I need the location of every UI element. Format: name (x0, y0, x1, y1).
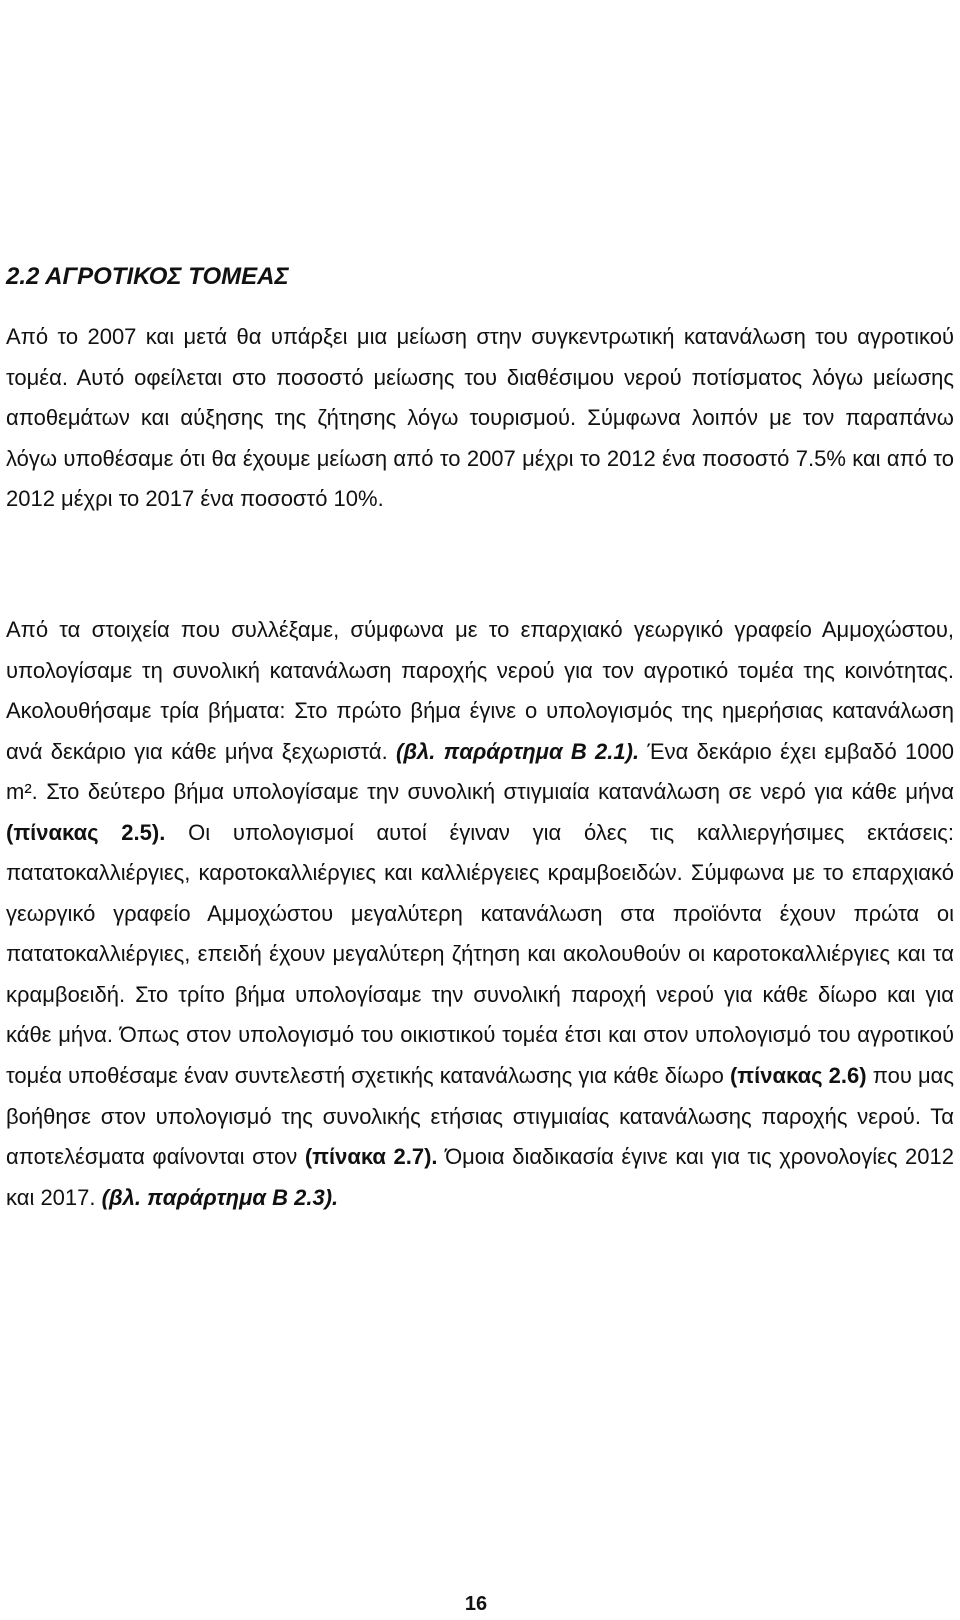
appendix-reference: (βλ. παράρτημα Β 2.1). (396, 738, 640, 764)
paragraph-text-segment: που μας βοήθησε στον υπολογισμό της συνολικής ετήσιας στιγμιαίας κατανάλωσης παροχής νερού. Τα αποτελέσματα φαίνονται στον (6, 1063, 954, 1170)
paragraph-text-segment: Ένα δεκάριο έχει εμβαδό 1000 m². Στο δεύτερο βήμα υπολογίσαμε την συνολική στιγμιαία κατανάλωση σε νερό για κάθε μήνα (6, 738, 954, 805)
paragraph-water-reduction: Από το 2007 και μετά θα υπάρξει μια μείωση στην συγκεντρωτική κατανάλωση του αγροτικού τομέα. Αυτό οφείλεται στο ποσοστό μείωσης του διαθέσιμου νερού ποτίσματος λόγω μείωσης αποθεμάτων και αύξησης της ζήτησης λόγω τουρισμού. Σύμφωνα λοιπόν με τον παραπάνω λόγω υποθέσαμε ότι θα έχουμε μείωση από το 2007 μέχρι το 2012 ένα ποσοστό 7.5% και από το 2012 μέχρι το 2017 ένα ποσοστό 10%. (6, 324, 954, 512)
paragraph-agricultural-consumption (6, 610, 954, 1218)
page-number: 16 (464, 1593, 488, 1615)
paragraph-text-segment: Από τα στοιχεία που συλλέξαμε, σύμφωνα με το επαρχιακό γεωργικό γραφείο Αμμοχώστου, υπολογίσαμε τη συνολική κατανάλωση παροχής νερού για τον αγροτικό τομέα της κοινότητας. Ακολουθήσαμε τρία βήματα: Στο πρώτο βήμα έγινε ο υπολογισμός της ημερήσιας κατανάλωση ανά δεκάριο για κάθε μήνα ξεχωριστά. (6, 617, 954, 764)
table-reference: (πίνακας 2.6) (729, 1063, 867, 1089)
paragraph-text-segment: Οι υπολογισμοί αυτοί έγιναν για όλες τις καλλιεργήσιμες εκτάσεις: πατατοκαλλιέργιες, καροτοκαλλιέργιες και καλλιέργειες κραμβοειδών. Σύμφωνα με το επαρχιακό γεωργικό γραφείο Αμμοχώστου μεγαλύτερη κατανάλωση στα προϊόντα έχουν πρώτα οι πατατοκαλλιέργιες, επειδή έχουν μεγαλύτερη ζήτηση και ακολουθούν οι καροτοκαλλιέργιες και τα κραμβοειδή. Στο τρίτο βήμα υπολογίσαμε την συνολική παροχή νερού για κάθε δίωρο και για κάθε μήνα. Όπως στον υπολογισμό του οικιστικού τομέα έτσι και στον υπολογισμό του αγροτικού τομέα υποθέσαμε έναν συντελεστή σχετικής κατανάλωσης για κάθε δίωρο (6, 819, 954, 1089)
paragraph-text-segment: Όμοια διαδικασία έγινε και για τις χρονολογίες 2012 και 2017. (6, 1144, 954, 1210)
table-reference: (πίνακα 2.7). (304, 1144, 438, 1170)
table-reference: (πίνακας 2.5). (6, 819, 166, 845)
section-heading: 2.2 ΑΓΡΟΤΙΚΟΣ ΤΟΜΕΑΣ (6, 263, 289, 290)
appendix-reference: (βλ. παράρτημα Β 2.3). (101, 1184, 339, 1210)
